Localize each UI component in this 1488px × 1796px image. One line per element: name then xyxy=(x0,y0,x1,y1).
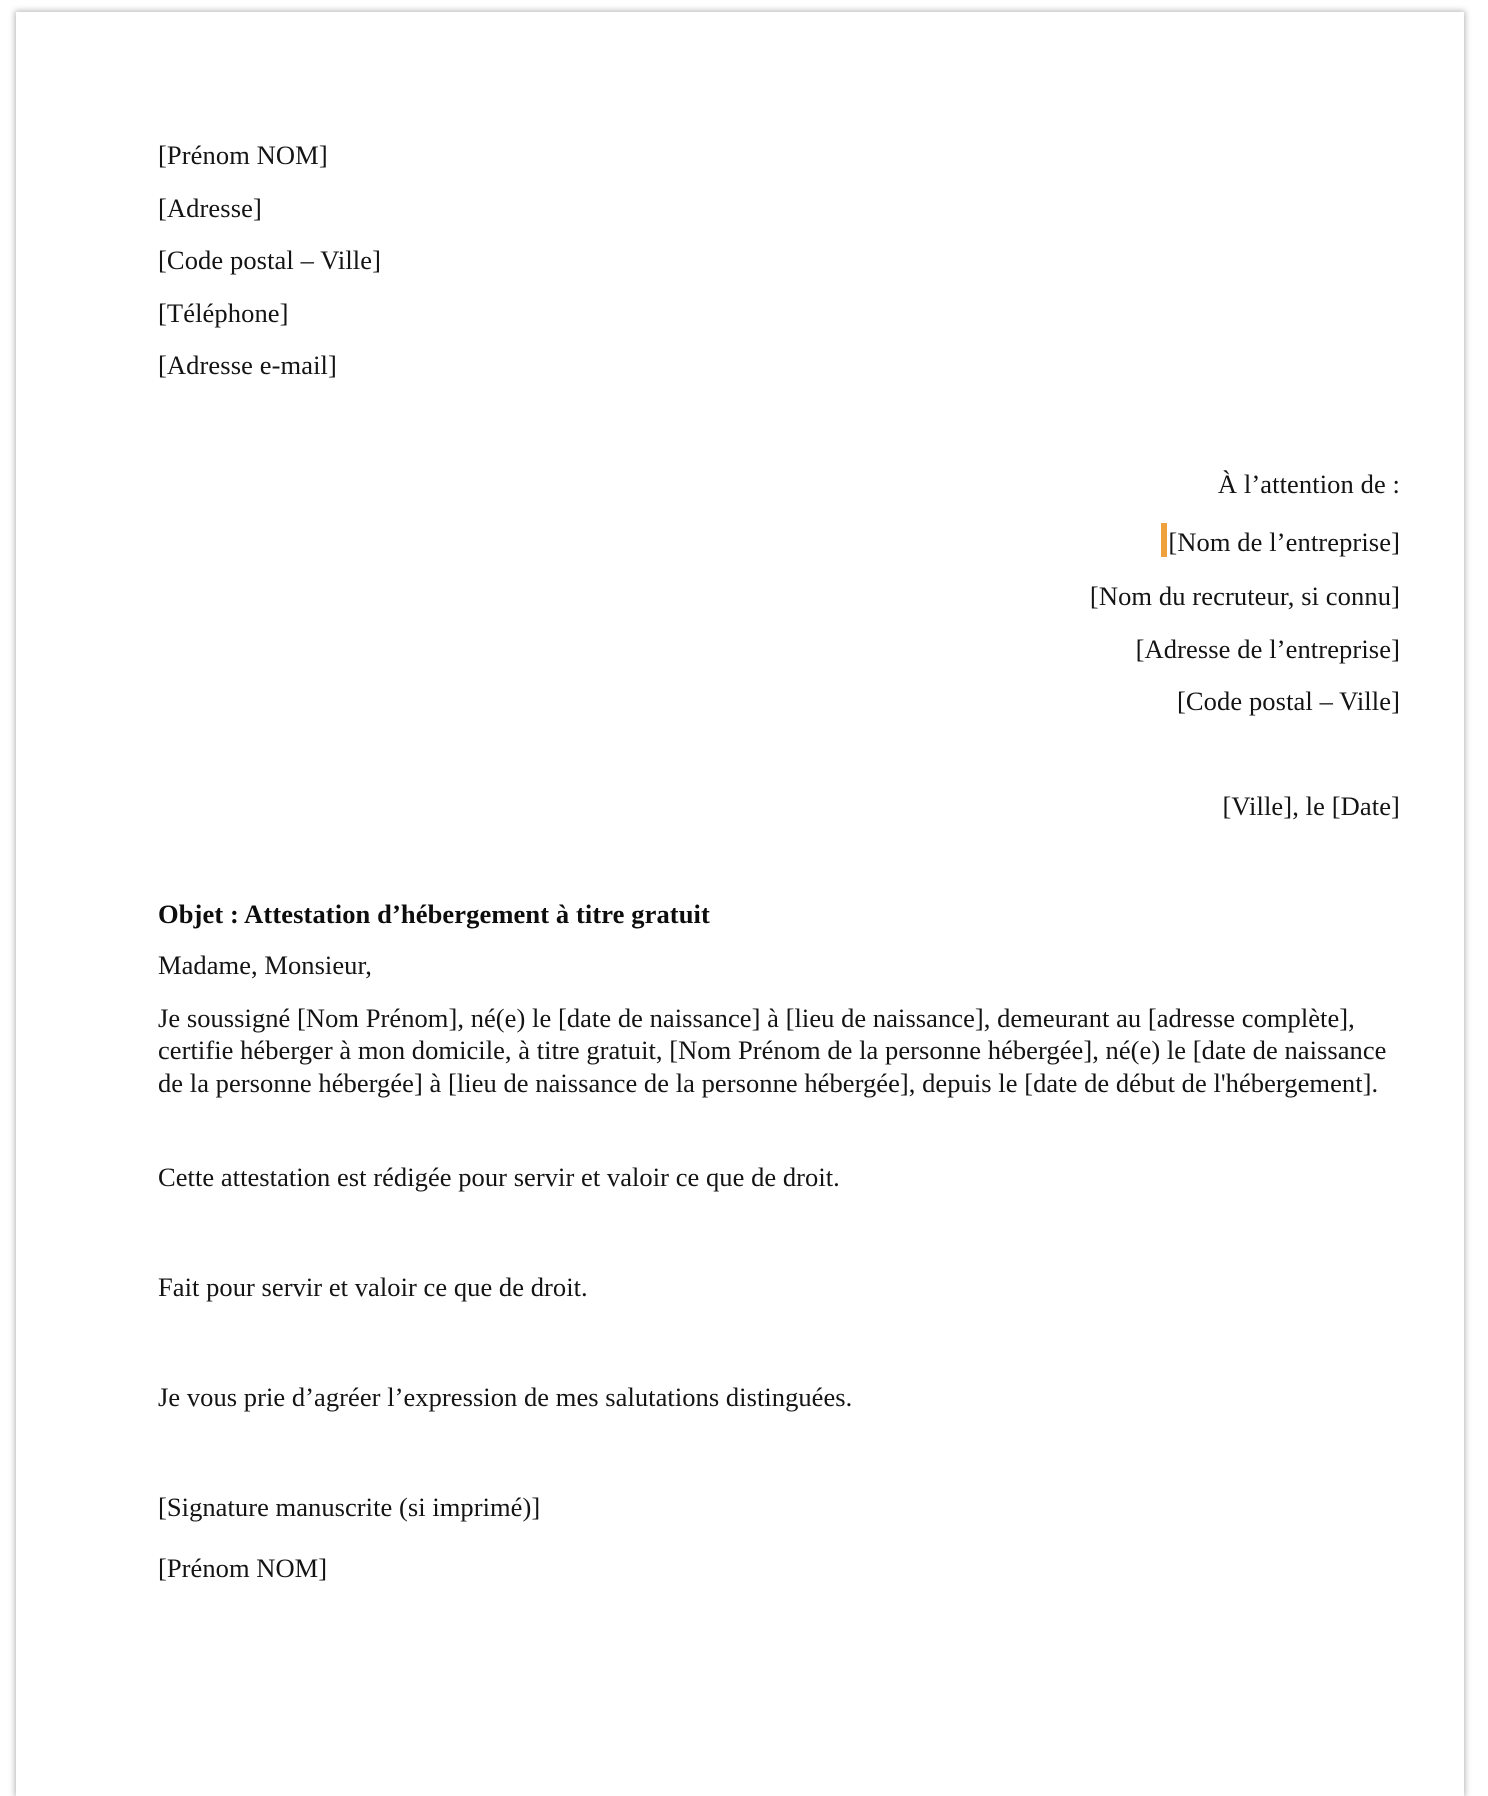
paragraph-closing: Je vous prie d’agréer l’expression de mes salutations distinguées. xyxy=(158,1382,853,1413)
sender-phone: [Téléphone] xyxy=(158,297,289,328)
recipient-company: [Nom de l’entreprise] xyxy=(1168,527,1400,557)
spacer xyxy=(158,741,1408,793)
spacer xyxy=(158,930,1408,949)
paragraph-purpose: Cette attestation est rédigée pour servir et valoir ce que de droit. xyxy=(158,1161,840,1192)
spacer xyxy=(158,1303,1408,1381)
spacer xyxy=(158,981,1408,1002)
recipient-company-address: [Adresse de l’entreprise] xyxy=(1135,633,1400,664)
paragraph-main: Je soussigné [Nom Prénom], né(e) le [date de naissance] à [lieu de naissance], demeurant au [adresse complète], certifie héberger à mon domicile, à titre gratuit, [Nom Prénom de la personne hébergée], né(e) le [date de naissance de la personne hébergée] à [lieu de naissance de la personne hébergée], depuis le [date de début de l'hébergement]. xyxy=(158,1003,1387,1098)
signature-placeholder: [Signature manuscrite (si imprimé)] xyxy=(158,1492,541,1523)
spacer xyxy=(158,1413,1408,1491)
document-page[interactable] xyxy=(16,12,1464,1796)
sender-email: [Adresse e-mail] xyxy=(158,350,337,380)
sender-postal-city: [Code postal – Ville] xyxy=(158,245,382,275)
recipient-company-line xyxy=(158,523,1400,557)
recipient-recruiter: [Nom du recruteur, si connu] xyxy=(1089,581,1400,611)
spacer xyxy=(158,1524,1408,1552)
spacer xyxy=(158,405,1408,471)
date-line-wrapper xyxy=(158,790,1400,821)
subject-line: Objet : Attestation d’hébergement à titre gratuit xyxy=(158,899,710,929)
sender-address-block xyxy=(158,142,1408,379)
salutation-line: Madame, Monsieur, xyxy=(158,950,372,980)
text-caret-icon xyxy=(1161,523,1167,557)
sender-address: [Adresse] xyxy=(158,192,262,223)
paragraph-fait: Fait pour servir et valoir ce que de droit. xyxy=(158,1271,588,1302)
spacer xyxy=(158,1099,1408,1161)
spacer xyxy=(158,819,1408,899)
recipient-attention-label: À l’attention de : xyxy=(1217,468,1400,499)
sender-name: [Prénom NOM] xyxy=(158,140,328,170)
place-date-line: [Ville], le [Date] xyxy=(1222,790,1400,821)
recipient-company-postal-city: [Code postal – Ville] xyxy=(1176,686,1400,716)
signature-name-placeholder: [Prénom NOM] xyxy=(158,1552,328,1583)
recipient-address-block xyxy=(158,468,1400,716)
page-content-area xyxy=(158,142,1408,1796)
spacer xyxy=(158,1193,1408,1271)
